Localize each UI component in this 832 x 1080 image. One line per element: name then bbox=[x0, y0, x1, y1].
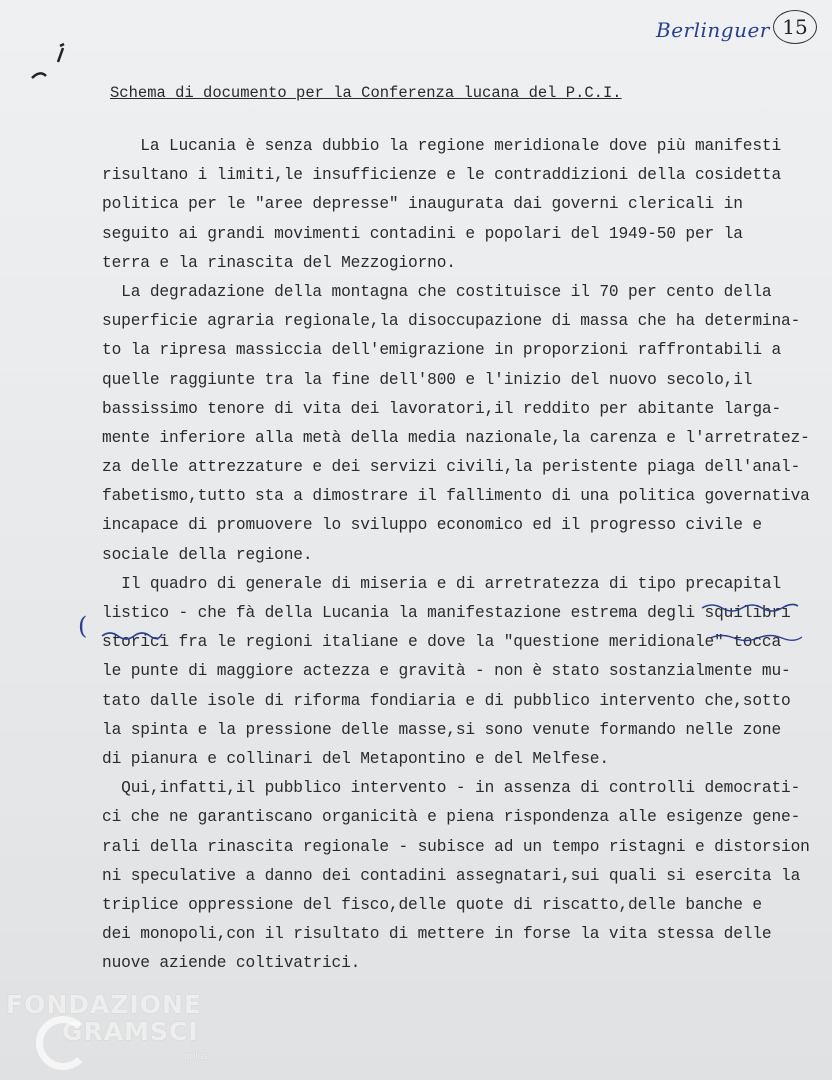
underline-squiggle-icon bbox=[708, 632, 804, 644]
text-line: Il quadro di generale di miseria e di arretratezza di tipo precapital bbox=[102, 574, 782, 593]
watermark-suffix: onlus bbox=[184, 1052, 209, 1062]
text-line: ni speculative a danno dei contadini assegnatari,sui quali si esercita la bbox=[102, 866, 801, 885]
underline-squiggle-icon bbox=[700, 600, 800, 614]
text-line: ci che ne garantiscano organicità e piena rispondenza alle esigenze gene- bbox=[102, 808, 801, 827]
text-line: quelle raggiunte tra la fine dell'800 e l'inizio del nuovo secolo,il bbox=[102, 370, 753, 389]
page-number: 15 bbox=[773, 10, 817, 44]
text-line: storici fra le regioni italiane e dove la "questione meridionale" tocca bbox=[102, 633, 782, 652]
text-line: incapace di promuovere lo sviluppo economico ed il progresso civile e bbox=[102, 516, 762, 535]
underline-squiggle-icon bbox=[100, 628, 164, 642]
text-line: risultano i limiti,le insufficienze e le contraddizioni della cosidetta bbox=[102, 166, 782, 185]
document-title: Schema di documento per la Conferenza lucana del P.C.I. bbox=[110, 84, 622, 102]
text-line: le punte di maggiore actezza e gravità - non è stato sostanzialmente mu- bbox=[102, 662, 791, 681]
text-line: superficie agraria regionale,la disoccupazione di massa che ha determina- bbox=[102, 312, 801, 331]
margin-bracket-icon: ( bbox=[78, 612, 88, 640]
text-line: politica per le "aree depresse" inaugurata dai governi clericali in bbox=[102, 195, 743, 214]
text-line: to la ripresa massiccia dell'emigrazione in proporzioni raffrontabili a bbox=[102, 341, 782, 360]
gramsci-logo-icon bbox=[36, 1016, 90, 1070]
handwritten-annotation: Berlinguer bbox=[656, 18, 770, 42]
text-line: nuove aziende coltivatrici. bbox=[102, 954, 361, 973]
text-line: tato dalle isole di riforma fondiaria e di pubblico intervento che,sotto bbox=[102, 691, 791, 710]
watermark-line-1: FONDAZIONE bbox=[6, 990, 203, 1019]
text-line: sociale della regione. bbox=[102, 545, 313, 564]
text-line: fabetismo,tutto sta a dimostrare il fallimento di una politica governativa bbox=[102, 487, 810, 506]
text-line: bassissimo tenore di vita dei lavoratori,il reddito per abitante larga- bbox=[102, 399, 782, 418]
watermark-line-2: GRAMSCI bbox=[62, 1017, 199, 1046]
foundation-watermark bbox=[6, 990, 209, 1062]
text-line: di pianura e collinari del Metapontino e del Melfese. bbox=[102, 749, 609, 768]
text-line: mente inferiore alla metà della media nazionale,la carenza e l'arretratez- bbox=[102, 428, 810, 447]
pen-mark-icon bbox=[30, 40, 80, 90]
document-body bbox=[102, 132, 832, 978]
text-line: dei monopoli,con il risultato di mettere in forse la vita stessa delle bbox=[102, 925, 772, 944]
text-line: Qui,infatti,il pubblico intervento - in assenza di controlli democrati- bbox=[102, 779, 801, 798]
text-line: la spinta e la pressione delle masse,si sono venute formando nelle zone bbox=[102, 720, 782, 739]
text-line: La degradazione della montagna che costituisce il 70 per cento della bbox=[102, 282, 772, 301]
text-line: terra e la rinascita del Mezzogiorno. bbox=[102, 253, 456, 272]
text-line: listico - che fà della Lucania la manifestazione estrema degli squilibri bbox=[102, 604, 791, 622]
text-line: seguito ai grandi movimenti contadini e popolari del 1949-50 per la bbox=[102, 224, 743, 243]
text-line: rali della rinascita regionale - subisce ad un tempo ristagni e distorsion bbox=[102, 837, 810, 856]
text-line: za delle attrezzature e dei servizi civili,la peristente piaga dell'anal- bbox=[102, 458, 801, 477]
text-line: triplice oppressione del fisco,delle quote di riscatto,delle banche e bbox=[102, 895, 762, 914]
text-line: La Lucania è senza dubbio la regione meridionale dove più manifesti bbox=[102, 137, 782, 155]
